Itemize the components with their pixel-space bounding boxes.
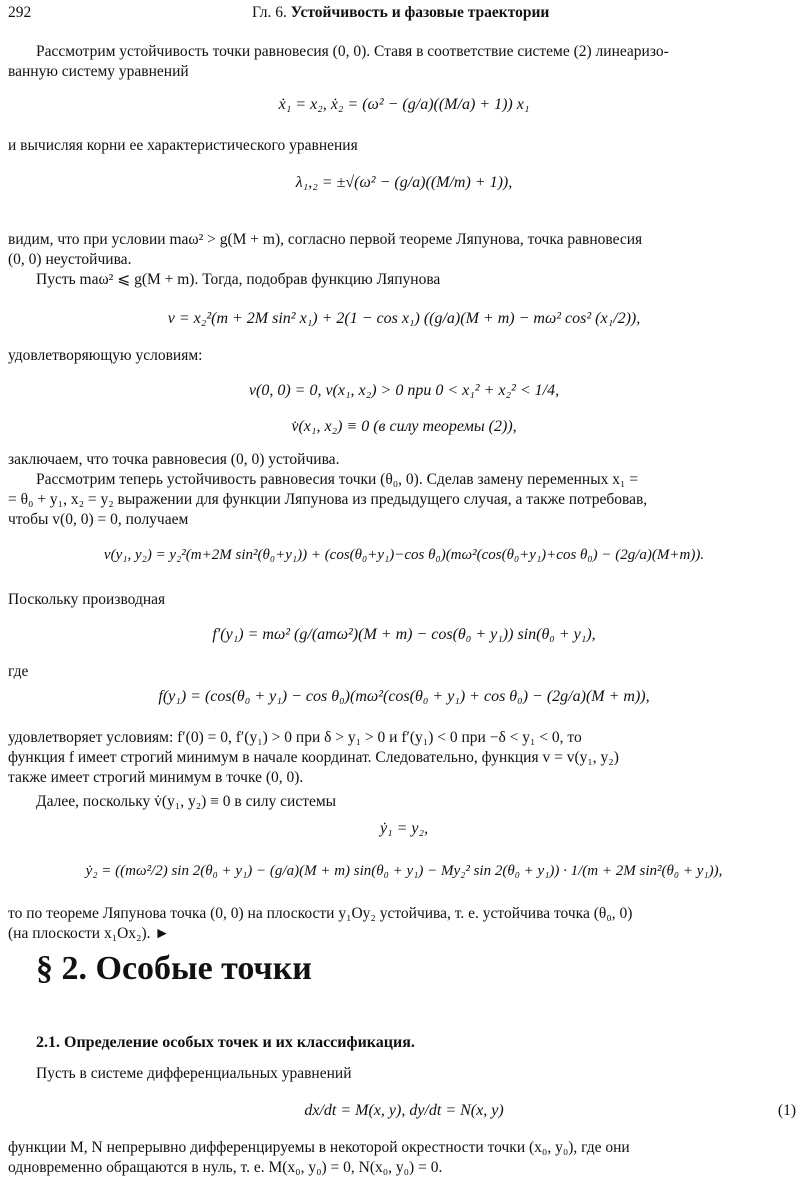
chapter-title: Устойчивость и фазовые траектории xyxy=(290,4,550,21)
paragraph-line: Далее, поскольку v̇(y₁, y₂) ≡ 0 в силу системы xyxy=(36,793,337,810)
paragraph-line: (на плоскости x₁Ox₂). ► xyxy=(8,925,170,942)
running-head xyxy=(252,4,549,22)
equation: ẋ₁ = x₂, ẋ₂ = (ω² − (g/a)((M/a) + 1)) x₁ xyxy=(278,96,530,113)
equation: λ₁,₂ = ±√(ω² − (g/a)((M/m) + 1)), xyxy=(295,174,513,191)
equation: v̇(x₁, x₂) ≡ 0 (в силу теоремы (2)), xyxy=(291,418,517,435)
chapter-label: Гл. 6. xyxy=(252,4,287,21)
paragraph-line: функции M, N непрерывно дифференцируемы в некоторой окрестности точки (x₀, y₀), где они xyxy=(8,1139,630,1156)
equation: dx/dt = M(x, y), dy/dt = N(x, y) xyxy=(304,1102,504,1119)
paragraph-line: Рассмотрим теперь устойчивость равновесия точки (θ₀, 0). Сделав замену переменных x₁ = xyxy=(36,471,639,488)
paragraph-line: заключаем, что точка равновесия (0, 0) устойчива. xyxy=(8,451,340,468)
equation: ẏ₂ = ((mω²/2) sin 2(θ₀ + y₁) − (g/a)(M + m) sin(θ₀ + y₁) − My₂² sin 2(θ₀ + y₁)) · 1/(m + 2M sin²(θ₀ + y₁)), xyxy=(85,863,723,879)
paragraph-line: и вычисляя корни ее характеристического уравнения xyxy=(8,137,358,154)
equation: f(y₁) = (cos(θ₀ + y₁) − cos θ₀)(mω²(cos(θ₀ + y₁) + cos θ₀) − (2g/a)(M + m)), xyxy=(158,688,650,705)
page-number: 292 xyxy=(8,4,32,21)
paragraph-line: Пусть maω² ⩽ g(M + m). Тогда, подобрав функцию Ляпунова xyxy=(36,271,441,288)
equation: v(0, 0) = 0, v(x₁, x₂) > 0 при 0 < x₁² + x₂² < 1/4, xyxy=(248,382,560,399)
paragraph-line: удовлетворяющую условиям: xyxy=(8,347,203,364)
equation: v = x₂²(m + 2M sin² x₁) + 2(1 − cos x₁) ((g/a)(M + m) − mω² cos² (x₁/2)), xyxy=(167,310,641,327)
paragraph-line: чтобы v(0, 0) = 0, получаем xyxy=(8,511,189,528)
equation: v(y₁, y₂) = y₂²(m+2M sin²(θ₀+y₁)) + (cos(θ₀+y₁)−cos θ₀)(mω²(cos(θ₀+y₁)+cos θ₀) − (2g/a)(M+m)). xyxy=(103,547,705,563)
paragraph-line: ванную систему уравнений xyxy=(8,63,189,80)
paragraph-line: функция f имеет строгий минимум в начале координат. Следовательно, функция v = v(y₁, y₂) xyxy=(8,749,619,766)
paragraph-line: где xyxy=(8,663,29,680)
paragraph-line: = θ₀ + y₁, x₂ = y₂ выражении для функции Ляпунова из предыдущего случая, а также потребовав, xyxy=(8,491,648,508)
equation-number: (1) xyxy=(777,1102,796,1119)
paragraph-line: (0, 0) неустойчива. xyxy=(8,251,132,268)
paragraph-line: видим, что при условии maω² > g(M + m), согласно первой теореме Ляпунова, точка равновесия xyxy=(8,231,643,248)
section-heading: § 2. Особые точки xyxy=(36,950,312,987)
paragraph-line: то по теореме Ляпунова точка (0, 0) на плоскости y₁Oy₂ устойчива, т. е. устойчива точка (θ₀, 0) xyxy=(8,905,633,922)
subsection-heading: 2.1. Определение особых точек и их классификация. xyxy=(36,1034,415,1051)
paragraph-line: также имеет строгий минимум в точке (0, 0). xyxy=(8,769,304,786)
paragraph-line: удовлетворяет условиям: f′(0) = 0, f′(y₁) > 0 при δ > y₁ > 0 и f′(y₁) < 0 при −δ < y₁ < 0, то xyxy=(8,729,582,746)
equation: f′(y₁) = mω² (g/(amω²)(M + m) − cos(θ₀ + y₁)) sin(θ₀ + y₁), xyxy=(212,626,596,643)
paragraph-line: Поскольку производная xyxy=(8,591,166,608)
paragraph-line: одновременно обращаются в нуль, т. е. M(x₀, y₀) = 0, N(x₀, y₀) = 0. xyxy=(8,1159,443,1176)
paragraph-line: Пусть в системе дифференциальных уравнений xyxy=(36,1065,352,1082)
paragraph-line: Рассмотрим устойчивость точки равновесия (0, 0). Ставя в соответствие системе (2) линеаризо- xyxy=(36,43,669,60)
equation: ẏ₁ = y₂, xyxy=(379,820,429,837)
